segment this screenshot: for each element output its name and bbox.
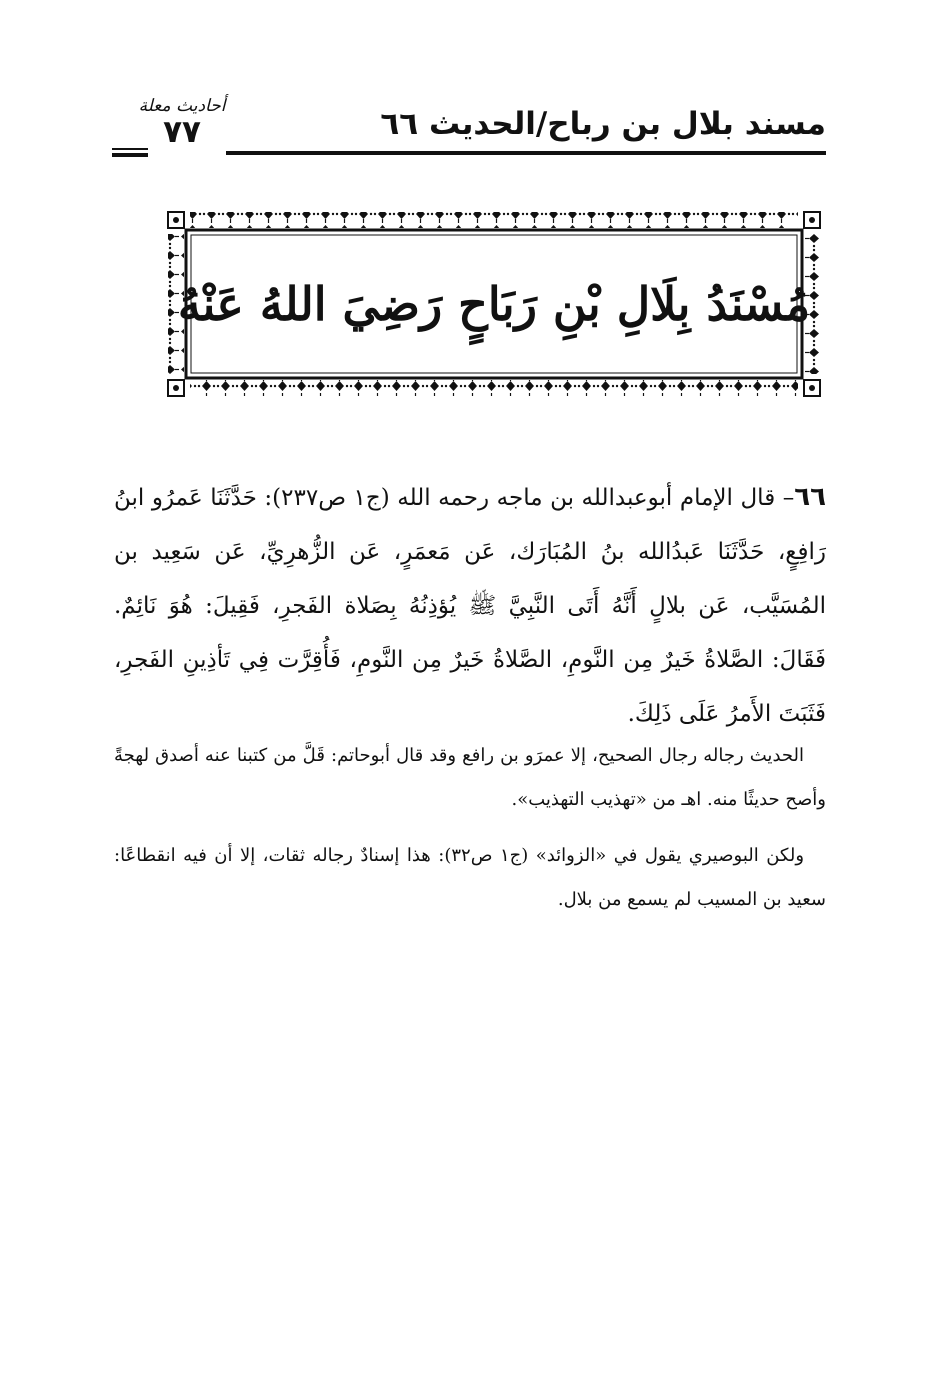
header-rule [226, 151, 826, 155]
section-title: مُسْنَدُ بِلَالِ بْنِ رَبَاحٍ رَضِيَ اللهُ عَنْهُ [177, 277, 811, 331]
book-title-label: أحاديث معلة [138, 96, 226, 116]
hadith-text: قال الإمام أبوعبدالله بن ماجه رحمه الله (ج١ ص٢٣٧): حَدَّثَنَا عَمرُو ابنُ رَافِعٍ، حَدَّثَنَا عَبدُالله بنُ المُبَارَك، عَن مَعمَرٍ، عَن الزُّهرِيِّ، عَن سَعِيد بن المُسَيَّب، عَن بلالٍ أَنَّهُ أَتَى النَّبِيَّ ﷺ يُؤذِنُهُ بِصَلاة الفَجرِ، فَقِيلَ: هُوَ نَائِمٌ. فَقَالَ: الصَّلاةُ خَيرٌ مِن النَّومِ، الصَّلاةُ خَيرٌ مِن النَّومِ، فَأُقِرَّت فِي تَأذِينِ الفَجرِ، فَثَبَتَ الأَمرُ عَلَى ذَلِكَ. [114, 485, 826, 727]
page-number: ٧٧ [163, 114, 201, 150]
header-rule-left [112, 148, 148, 150]
commentary-paragraph: الحديث رجاله رجال الصحيح، إلا عمرَو بن رافع وقد قال أبوحاتم: قَلَّ من كتبنا عنه أصدق لهجةً وأصح حديثًا منه. اهـ من «تهذيب التهذيب». [114, 745, 826, 810]
commentary-paragraph: ولكن البوصيري يقول في «الزوائد» (ج١ ص٣٢): هذا إسنادٌ رجاله ثقات، إلا أن فيه انقطاعًا: سعيد بن المسيب لم يسمع من بلال. [114, 845, 826, 910]
hadith-number: ٦٦ [794, 482, 826, 512]
hadith-paragraph [114, 470, 826, 741]
running-header-title: مسند بلال بن رباح/الحديث ٦٦ [380, 106, 826, 142]
section-title-frame [164, 208, 824, 400]
hadith-dash: – [775, 485, 795, 511]
header-rule-left-lower [112, 153, 148, 157]
